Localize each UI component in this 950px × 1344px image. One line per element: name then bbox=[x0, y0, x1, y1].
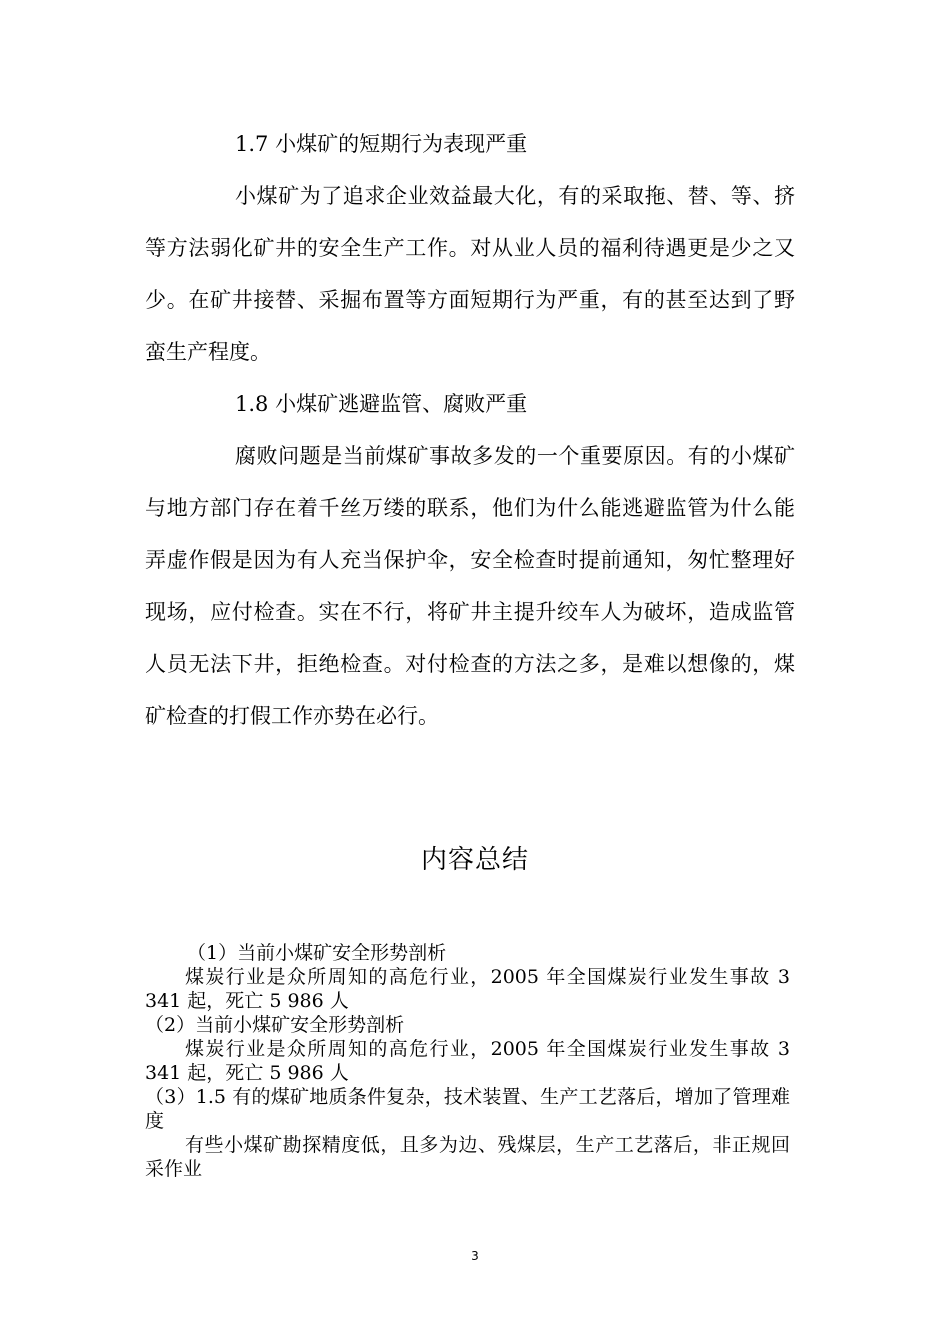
section-heading-1-7: 1.7 小煤矿的短期行为表现严重 bbox=[235, 132, 528, 156]
page-number: 3 bbox=[471, 1249, 479, 1263]
section-paragraph-1-8: 腐败问题是当前煤矿事故多发的一个重要原因。有的小煤矿与地方部门存在着千丝万缕的联系，他们为什么能逃避监管为什么能弄虚作假是因为有人充当保护伞，安全检查时提前通知，匆忙整理好现场，应付检查。实在不行，将矿井主提升绞车人为破坏，造成监管人员无法下井，拒绝检查。对付检查的方法之多，是难以想像的，煤矿检查的打假工作亦势在必行。 bbox=[145, 444, 795, 728]
summary-list bbox=[145, 941, 790, 1181]
section-heading-1-8: 1.8 小煤矿逃避监管、腐败严重 bbox=[235, 392, 528, 416]
summary-item-body: 煤炭行业是众所周知的高危行业，2005 年全国煤炭行业发生事故 3 341 起，死亡 5 986 人 bbox=[145, 966, 790, 1012]
summary-item-title: （2）当前小煤矿安全形势剖析 bbox=[145, 1014, 405, 1036]
main-text bbox=[145, 118, 795, 742]
section-paragraph-1-7: 小煤矿为了追求企业效益最大化，有的采取拖、替、等、挤等方法弱化矿井的安全生产工作。对从业人员的福利待遇更是少之又少。在矿井接替、采掘布置等方面短期行为严重，有的甚至达到了野蛮生产程度。 bbox=[145, 184, 795, 364]
summary-item-title: （1）当前小煤矿安全形势剖析 bbox=[187, 942, 447, 964]
summary-item-title: （3）1.5 有的煤矿地质条件复杂，技术装置、生产工艺落后，增加了管理难度 bbox=[145, 1086, 790, 1132]
summary-item-body: 有些小煤矿勘探精度低，且多为边、残煤层，生产工艺落后，非正规回采作业 bbox=[145, 1134, 790, 1180]
summary-item-body: 煤炭行业是众所周知的高危行业，2005 年全国煤炭行业发生事故 3 341 起，死亡 5 986 人 bbox=[145, 1038, 790, 1084]
summary-title: 内容总结 bbox=[420, 845, 529, 875]
